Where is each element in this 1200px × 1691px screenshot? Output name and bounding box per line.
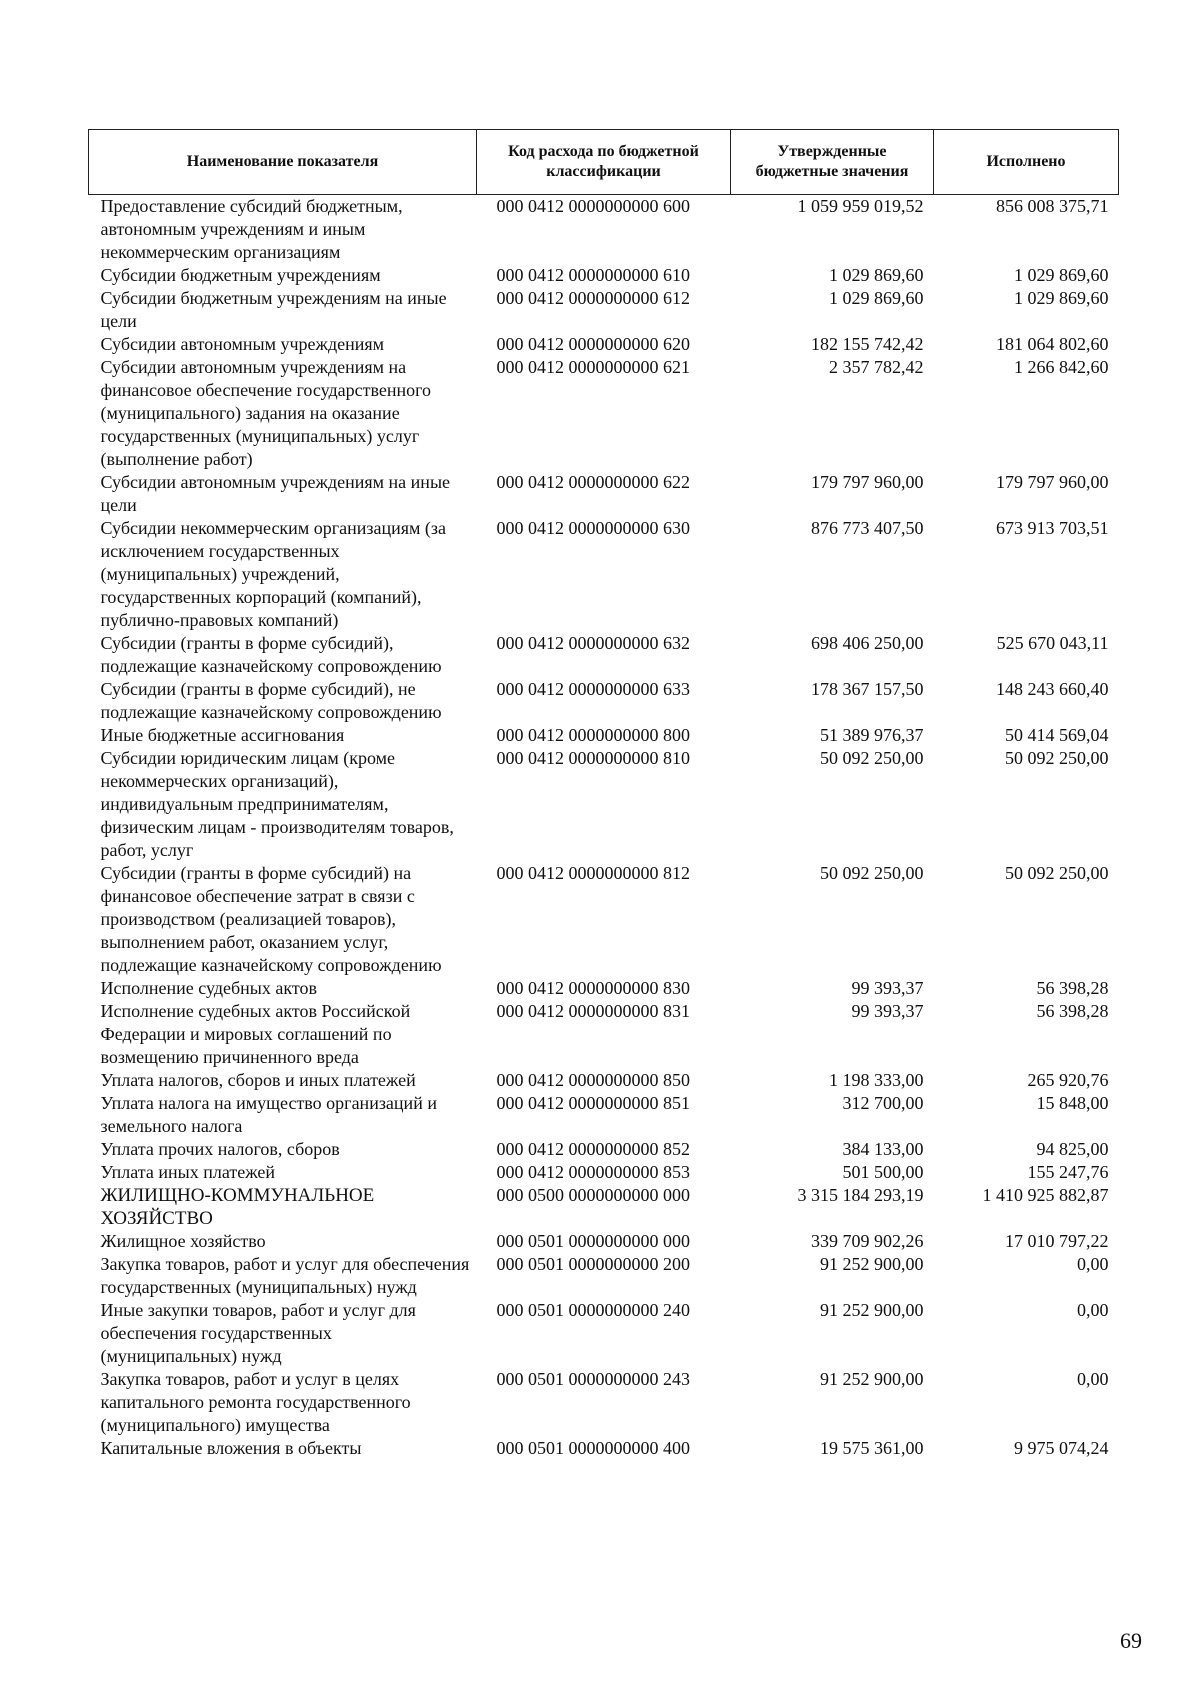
row-code: 000 0412 0000000000 851 (496, 1093, 690, 1113)
row-name: Уплата налога на имущество организаций и земельного налога (100, 1093, 437, 1136)
row-code: 000 0412 0000000000 610 (496, 265, 690, 285)
table-row (89, 632, 1119, 678)
row-code: 000 0412 0000000000 853 (496, 1162, 690, 1182)
row-name: Капитальные вложения в объекты (100, 1438, 362, 1458)
row-name: Субсидии бюджетным учреждениям на иные цели (100, 288, 447, 331)
row-plan: 182 155 742,42 (811, 334, 924, 354)
row-name: Субсидии (гранты в форме субсидий), подлежащие казначейскому сопровождению (100, 633, 442, 676)
row-name: Предоставление субсидий бюджетным, автономным учреждениям и иным некоммерческим организациям (100, 196, 403, 262)
row-plan: 698 406 250,00 (811, 633, 924, 653)
row-exec: 1 266 842,60 (1014, 357, 1109, 377)
table-row (89, 1437, 1119, 1460)
row-plan: 876 773 407,50 (811, 518, 924, 538)
row-plan: 1 198 333,00 (829, 1070, 924, 1090)
row-exec: 673 913 703,51 (996, 518, 1109, 538)
row-code: 000 0412 0000000000 850 (496, 1070, 690, 1090)
row-name: Субсидии автономным учреждениям на иные цели (100, 472, 451, 515)
row-plan: 1 029 869,60 (829, 265, 924, 285)
row-exec: 9 975 074,24 (1014, 1438, 1109, 1458)
table-row (89, 862, 1119, 977)
row-plan: 1 059 959 019,52 (797, 196, 924, 216)
page-number: 69 (1120, 1628, 1142, 1653)
row-code: 000 0412 0000000000 630 (496, 518, 690, 538)
row-plan: 1 029 869,60 (829, 288, 924, 308)
row-name: Уплата прочих налогов, сборов (100, 1139, 340, 1159)
row-name: Иные закупки товаров, работ и услуг для обеспечения государственных (муниципальных) нужд (100, 1300, 416, 1366)
table-row (89, 517, 1119, 632)
table-row (89, 1368, 1119, 1437)
header-exec: Исполнено (934, 130, 1119, 195)
row-exec: 17 010 797,22 (1005, 1231, 1109, 1251)
row-code: 000 0412 0000000000 810 (496, 748, 690, 768)
row-name: Жилищное хозяйство (100, 1231, 266, 1251)
row-plan: 178 367 157,50 (811, 679, 924, 699)
row-code: 000 0412 0000000000 812 (496, 863, 690, 883)
header-code: Код расхода по бюджетной классификации (477, 130, 731, 195)
row-code: 000 0501 0000000000 243 (496, 1369, 690, 1389)
row-plan: 312 700,00 (842, 1093, 924, 1113)
table-row (89, 1092, 1119, 1138)
header-plan: Утвержденные бюджетные значения (731, 130, 934, 195)
row-exec: 56 398,28 (1036, 978, 1109, 998)
row-plan: 2 357 782,42 (829, 357, 924, 377)
row-exec: 50 092 250,00 (1005, 748, 1109, 768)
header-name: Наименование показателя (89, 130, 477, 195)
row-exec: 1 410 925 882,87 (982, 1185, 1109, 1205)
row-exec: 56 398,28 (1036, 1001, 1109, 1021)
row-code: 000 0412 0000000000 600 (496, 196, 690, 216)
row-plan: 91 252 900,00 (820, 1300, 924, 1320)
row-exec: 15 848,00 (1036, 1093, 1109, 1113)
row-code: 000 0412 0000000000 621 (496, 357, 690, 377)
row-plan: 99 393,37 (851, 1001, 924, 1021)
row-plan: 501 500,00 (842, 1162, 924, 1182)
row-name: Исполнение судебных актов Российской Федерации и мировых соглашений по возмещению причиненного вреда (100, 1001, 411, 1067)
row-exec: 525 670 043,11 (996, 633, 1109, 653)
row-code: 000 0412 0000000000 633 (496, 679, 690, 699)
row-code: 000 0501 0000000000 400 (496, 1438, 690, 1458)
row-name: Иные бюджетные ассигнования (100, 725, 345, 745)
row-exec: 0,00 (1077, 1369, 1109, 1389)
table-row (89, 1299, 1119, 1368)
row-name: Уплата налогов, сборов и иных платежей (100, 1070, 416, 1090)
table-row (89, 678, 1119, 724)
row-plan: 50 092 250,00 (820, 748, 924, 768)
table-row (89, 977, 1119, 1000)
row-code: 000 0412 0000000000 612 (496, 288, 690, 308)
row-exec: 94 825,00 (1036, 1139, 1109, 1159)
row-exec: 0,00 (1077, 1254, 1109, 1274)
row-name: Субсидии юридическим лицам (кроме некоммерческих организаций), индивидуальным предпринимателям, физическим лицам - производителям товаров, работ, услуг (100, 748, 454, 860)
row-name: Уплата иных платежей (100, 1162, 276, 1182)
budget-execution-table (88, 129, 1119, 1460)
row-code: 000 0501 0000000000 000 (496, 1231, 690, 1251)
row-plan: 99 393,37 (851, 978, 924, 998)
row-name: Субсидии автономным учреждениям на финансовое обеспечение государственного (муниципального) задания на оказание государственных (муниципальных) услуг (выполнение работ) (100, 357, 432, 469)
table-row (89, 1161, 1119, 1184)
table-row (89, 1000, 1119, 1069)
table-header (89, 130, 1119, 195)
row-code: 000 0501 0000000000 200 (496, 1254, 690, 1274)
row-name: Субсидии бюджетным учреждениям (100, 265, 381, 285)
row-exec: 0,00 (1077, 1300, 1109, 1320)
row-plan: 50 092 250,00 (820, 863, 924, 883)
row-exec: 265 920,76 (1027, 1070, 1109, 1090)
row-exec: 181 064 802,60 (996, 334, 1109, 354)
table-row (89, 264, 1119, 287)
row-name: Субсидии автономным учреждениям (100, 334, 385, 354)
row-code: 000 0412 0000000000 620 (496, 334, 690, 354)
row-code: 000 0412 0000000000 632 (496, 633, 690, 653)
row-code: 000 0412 0000000000 622 (496, 472, 690, 492)
row-plan: 179 797 960,00 (811, 472, 924, 492)
row-plan: 91 252 900,00 (820, 1369, 924, 1389)
table-row (89, 747, 1119, 862)
table-row (89, 724, 1119, 747)
table-row (89, 195, 1119, 265)
row-code: 000 0412 0000000000 831 (496, 1001, 690, 1021)
table-row (89, 1069, 1119, 1092)
table-row (89, 333, 1119, 356)
row-plan: 51 389 976,37 (820, 725, 924, 745)
row-plan: 384 133,00 (842, 1139, 924, 1159)
row-exec: 50 092 250,00 (1005, 863, 1109, 883)
row-code: 000 0412 0000000000 830 (496, 978, 690, 998)
table-row (89, 356, 1119, 471)
row-code: 000 0500 0000000000 000 (496, 1185, 690, 1205)
row-code: 000 0412 0000000000 800 (496, 725, 690, 745)
table-row (89, 287, 1119, 333)
row-name: Субсидии (гранты в форме субсидий), не подлежащие казначейскому сопровождению (100, 679, 442, 722)
table-body (89, 195, 1119, 1461)
row-exec: 1 029 869,60 (1014, 288, 1109, 308)
row-name: Субсидии (гранты в форме субсидий) на финансовое обеспечение затрат в связи с производством (реализацией товаров), выполнением работ, оказанием услуг, подлежащие казначейскому сопровождению (100, 863, 442, 975)
row-plan: 339 709 902,26 (811, 1231, 924, 1251)
row-name: ЖИЛИЩНО-КОММУНАЛЬНОЕ ХОЗЯЙСТВО (100, 1185, 375, 1229)
table-row (89, 1253, 1119, 1299)
row-exec: 148 243 660,40 (996, 679, 1109, 699)
row-plan: 3 315 184 293,19 (797, 1185, 924, 1205)
row-code: 000 0501 0000000000 240 (496, 1300, 690, 1320)
row-exec: 179 797 960,00 (996, 472, 1109, 492)
table-row-section (89, 1184, 1119, 1230)
row-plan: 19 575 361,00 (820, 1438, 924, 1458)
row-plan: 91 252 900,00 (820, 1254, 924, 1274)
row-name: Закупка товаров, работ и услуг для обеспечения государственных (муниципальных) нужд (100, 1254, 470, 1297)
row-name: Субсидии некоммерческим организациям (за исключением государственных (муниципальных) учреждений, государственных корпораций (компаний), публично-правовых компаний) (100, 518, 446, 630)
row-exec: 50 414 569,04 (1005, 725, 1109, 745)
table-row (89, 471, 1119, 517)
table-row (89, 1138, 1119, 1161)
row-name: Исполнение судебных актов (100, 978, 318, 998)
row-code: 000 0412 0000000000 852 (496, 1139, 690, 1159)
row-exec: 155 247,76 (1027, 1162, 1109, 1182)
row-name: Закупка товаров, работ и услуг в целях капитального ремонта государственного (муниципального) имущества (100, 1369, 411, 1435)
row-exec: 856 008 375,71 (996, 196, 1109, 216)
table-row (89, 1230, 1119, 1253)
row-exec: 1 029 869,60 (1014, 265, 1109, 285)
